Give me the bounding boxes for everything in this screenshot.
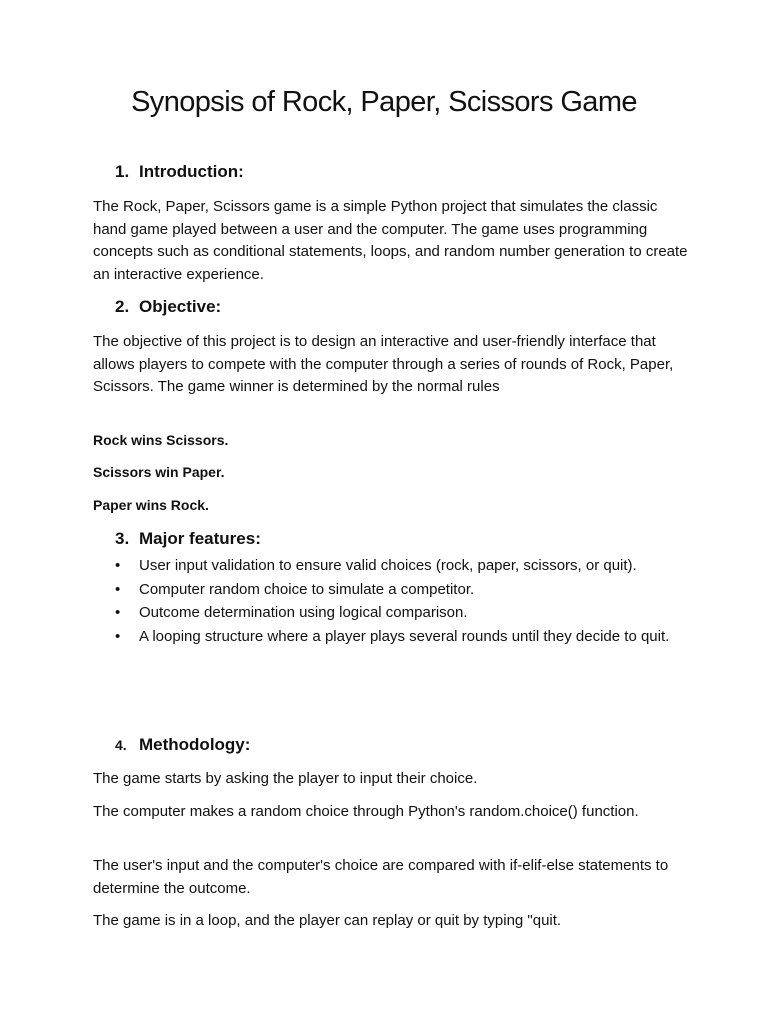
rule-paper: Paper wins Rock. — [93, 497, 209, 513]
bullet-icon: • — [115, 580, 121, 598]
section-number: 3. — [115, 529, 130, 548]
section-title: Methodology: — [139, 735, 251, 754]
list-item — [115, 602, 695, 625]
section-title: Objective: — [139, 297, 222, 316]
section-heading-introduction — [115, 162, 244, 182]
section-title: Major features: — [139, 529, 261, 548]
rule-rock: Rock wins Scissors. — [93, 432, 229, 448]
methodology-paragraph-3 — [93, 855, 693, 900]
section-number: 1. — [115, 162, 130, 181]
bullet-icon: • — [115, 557, 121, 574]
section-number: 4. — [115, 737, 127, 753]
section-number: 2. — [115, 297, 130, 316]
methodology-paragraph-1 — [93, 768, 693, 791]
paragraph-text: The user's input and the computer's choice are compared with if-elif-else statements to determine the outcome. — [93, 857, 669, 897]
paragraph-text: The game is in a loop, and the player can replay or quit by typing "quit. — [93, 912, 562, 929]
bullet-icon: • — [115, 604, 121, 621]
features-list — [115, 555, 695, 649]
methodology-paragraph-4 — [93, 910, 693, 933]
list-item-text: Computer random choice to simulate a competitor. — [139, 580, 475, 598]
paragraph-text: The game starts by asking the player to input their choice. — [93, 770, 478, 787]
list-item-text: A looping structure where a player plays several rounds until they decide to quit. — [139, 627, 670, 645]
rule-scissors: Scissors win Paper. — [93, 464, 225, 480]
section-title: Introduction: — [139, 162, 244, 181]
list-item — [115, 555, 695, 578]
list-item-text: Outcome determination using logical comparison. — [139, 604, 468, 621]
introduction-paragraph — [93, 196, 693, 286]
paragraph-text: The computer makes a random choice through Python's random.choice() function. — [93, 803, 639, 820]
list-item-text: User input validation to ensure valid choices (rock, paper, scissors, or quit). — [139, 557, 637, 574]
methodology-paragraph-2 — [93, 801, 693, 824]
document-title: Synopsis of Rock, Paper, Scissors Game — [131, 86, 637, 118]
section-heading-major-features — [115, 529, 261, 549]
section-heading-objective — [115, 297, 221, 317]
bullet-icon: • — [115, 627, 121, 645]
section-heading-methodology — [115, 735, 250, 755]
list-item — [115, 579, 695, 602]
objective-paragraph — [93, 331, 693, 399]
paragraph-text: The Rock, Paper, Scissors game is a simple Python project that simulates the classic hand game played between a user and the computer. The game uses programming concepts such as conditional statements, loops, and random number generation to create an interactive experience. — [93, 198, 688, 283]
list-item — [115, 626, 695, 649]
paragraph-text: The objective of this project is to design an interactive and user-friendly interface that allows players to compete with the computer through a series of rounds of Rock, Paper, Scissors. The game winner is determined by the normal rules — [93, 333, 674, 395]
